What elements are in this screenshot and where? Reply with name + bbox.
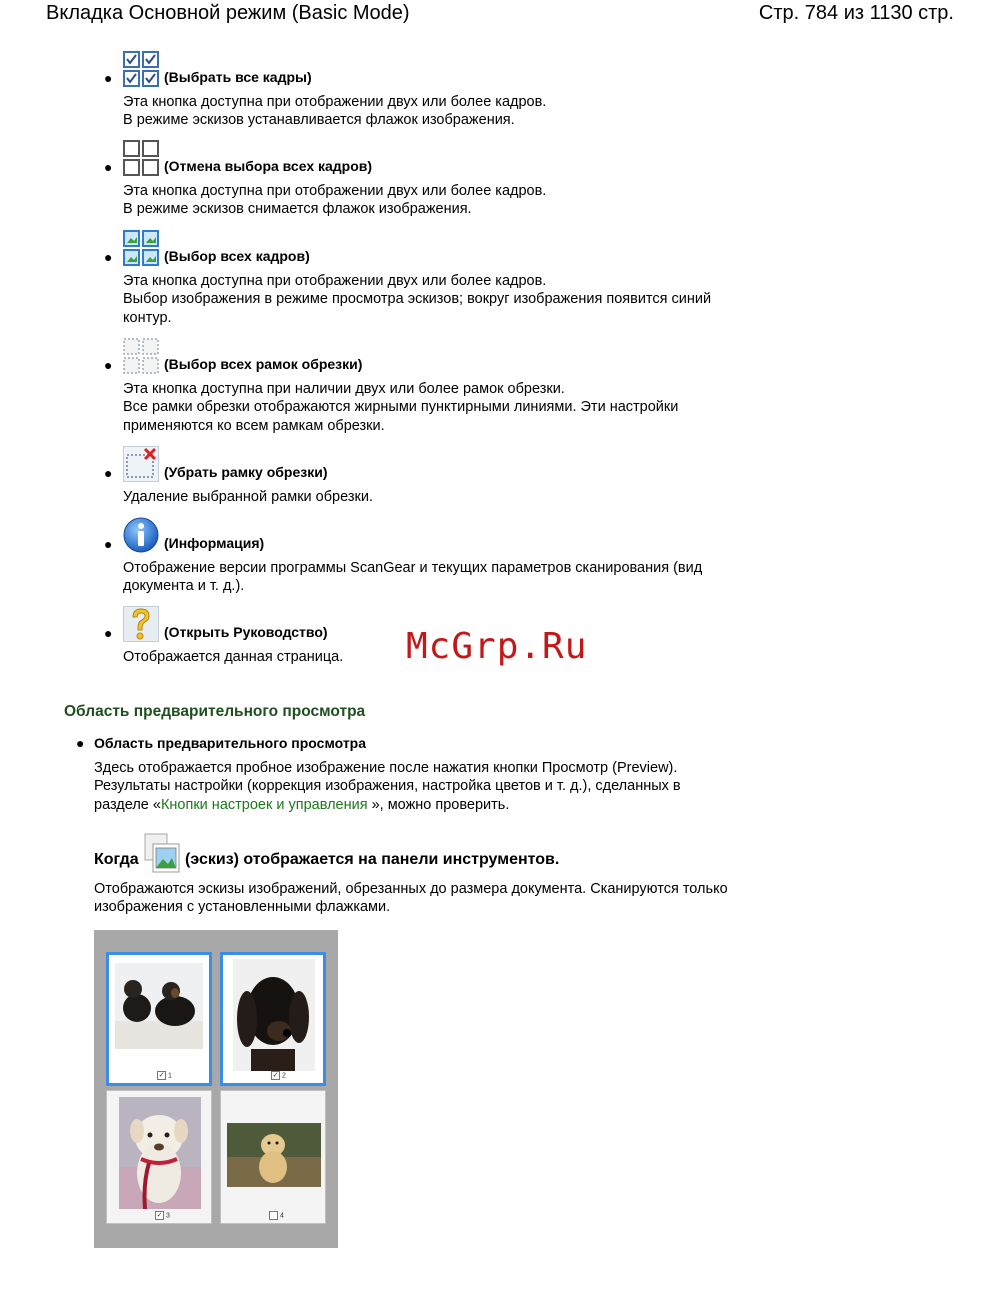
thumbnail-number: 1 <box>168 1072 172 1079</box>
photo-black-dachshund <box>233 959 315 1071</box>
bullet: ● <box>104 465 113 481</box>
item-desc-line: Эта кнопка доступна при наличии двух или более рамок обрезки. <box>123 381 565 397</box>
subtitle-text: Область предварительного просмотра <box>94 735 367 751</box>
item-title: (Выбор всех рамок обрезки) <box>164 356 363 372</box>
thumbnail-number: 2 <box>282 1072 286 1079</box>
select-all-crop-frames-icon[interactable] <box>123 338 159 374</box>
list-item <box>104 226 744 327</box>
bullet: ● <box>104 249 113 265</box>
paragraph-line: Результаты настройки (коррекция изображения, настройка цветов и т. д.), сделанных в <box>94 778 681 795</box>
thumbnail-icon[interactable] <box>144 833 180 873</box>
thumbnail-description <box>94 880 728 917</box>
bullet: ● <box>76 735 85 751</box>
deselect-all-icon[interactable] <box>123 140 159 176</box>
info-icon[interactable] <box>123 517 159 553</box>
item-desc-line: документа и т. д.). <box>123 578 245 595</box>
item-desc-line: В режиме эскизов снимается флажок изображения. <box>123 201 472 218</box>
watermark: McGrp.Ru <box>406 626 588 667</box>
thumbnail-frame[interactable] <box>220 952 326 1086</box>
thumbnail-number: 4 <box>280 1212 284 1219</box>
thumbnail-checkbox[interactable]: ✓ 3 <box>156 1211 170 1219</box>
select-all-frames-icon[interactable] <box>123 230 159 266</box>
paragraph-line: Здесь отображается пробное изображение после нажатия кнопки Просмотр (Preview). <box>94 760 678 776</box>
bullet: ● <box>104 70 113 86</box>
list-item <box>104 334 744 435</box>
item-desc-line: Отображение версии программы ScanGear и текущих параметров сканирования (вид <box>123 560 703 576</box>
paragraph-text: разделе « <box>94 796 161 813</box>
heading-text: (эскиз) отображается на панели инструментов. <box>185 851 560 868</box>
thumbnail-frame[interactable] <box>220 1090 326 1224</box>
preview-area-screenshot <box>94 930 338 1248</box>
thumbnail-checkbox[interactable]: ✓ 1 <box>158 1071 172 1079</box>
help-icon[interactable] <box>123 606 159 642</box>
item-title: (Открыть Руководство) <box>164 624 328 640</box>
bullet: ● <box>104 159 113 175</box>
thumbnail-checkbox[interactable] <box>269 1211 284 1220</box>
thumbnail-frame[interactable] <box>106 1090 212 1224</box>
select-all-checkbox-icon[interactable] <box>123 51 159 87</box>
paragraph-line <box>94 796 681 814</box>
section-title: Область предварительного просмотра <box>64 703 366 720</box>
paragraph-line: Отображаются эскизы изображений, обрезанных до размера документа. Сканируются только <box>94 881 728 897</box>
settings-buttons-link[interactable]: Кнопки настроек и управления <box>160 796 368 813</box>
thumbnail-number: 3 <box>166 1212 170 1219</box>
thumbnail-heading <box>94 829 694 873</box>
item-desc-line: контур. <box>123 309 172 326</box>
page-number: Стр. 784 из 1130 стр. <box>758 2 954 24</box>
paragraph-text: », можно проверить. <box>367 796 510 813</box>
bullet: ● <box>104 536 113 552</box>
heading-text: Когда <box>94 851 139 868</box>
item-title: (Выбор всех кадров) <box>164 248 310 264</box>
item-desc-line: Эта кнопка доступна при отображении двух или более кадров. <box>123 94 547 110</box>
photo-labrador-red-leash <box>119 1097 201 1209</box>
photo-yellow-labrador <box>227 1123 321 1187</box>
remove-crop-frame-icon[interactable] <box>123 446 159 482</box>
list-item <box>104 136 744 219</box>
thumbnail-checkbox[interactable]: ✓ 2 <box>272 1071 286 1079</box>
bullet: ● <box>104 357 113 373</box>
item-desc-line: Отображается данная страница. <box>123 649 344 665</box>
item-desc-line: В режиме эскизов устанавливается флажок изображения. <box>123 112 515 129</box>
list-item <box>104 513 744 596</box>
item-desc-line: Эта кнопка доступна при отображении двух или более кадров. <box>123 183 547 199</box>
bullet: ● <box>104 625 113 641</box>
section-paragraph <box>94 759 681 814</box>
thumbnail-frame[interactable] <box>106 952 212 1086</box>
item-desc-line: Все рамки обрезки отображаются жирными пунктирными линиями. Эти настройки <box>123 399 679 416</box>
item-desc-line: применяются ко всем рамкам обрезки. <box>123 417 385 434</box>
item-desc-line: Удаление выбранной рамки обрезки. <box>123 489 373 505</box>
item-title: (Информация) <box>164 535 265 551</box>
item-title: (Выбрать все кадры) <box>164 69 312 85</box>
list-item <box>104 47 744 130</box>
photo-two-dachshunds <box>115 963 203 1049</box>
paragraph-line: изображения с установленными флажками. <box>94 899 391 916</box>
page-header-title: Вкладка Основной режим (Basic Mode) <box>46 2 410 24</box>
list-item <box>104 442 744 506</box>
section-subtitle <box>76 735 366 751</box>
item-desc-line: Эта кнопка доступна при отображении двух или более кадров. <box>123 273 547 289</box>
item-title: (Отмена выбора всех кадров) <box>164 158 373 174</box>
item-title: (Убрать рамку обрезки) <box>164 464 328 480</box>
item-desc-line: Выбор изображения в режиме просмотра эскизов; вокруг изображения появится синий <box>123 291 712 308</box>
